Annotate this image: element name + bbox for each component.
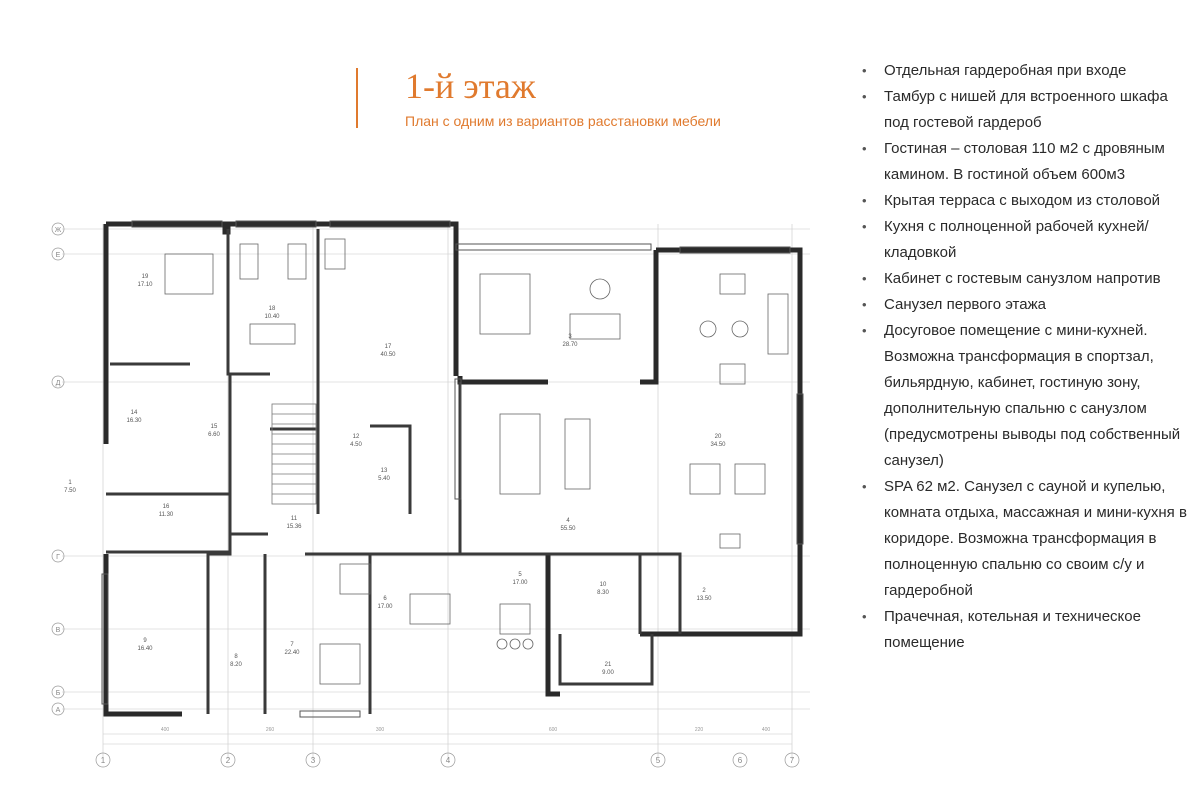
room-2-number: 2	[702, 588, 706, 594]
room-1-area: 7.50	[64, 488, 76, 494]
feature-text: Кабинет с гостевым санузлом напротив	[884, 270, 1161, 287]
axis-row-label: Ж	[54, 227, 62, 234]
axis-row-label: А	[55, 707, 61, 714]
room-13-number: 13	[380, 468, 388, 474]
room-5-number: 5	[518, 572, 522, 578]
feature-text: Санузел первого этажа	[884, 296, 1046, 313]
feature-item	[862, 58, 1192, 84]
feature-item	[862, 136, 1192, 188]
room-15-number: 15	[210, 424, 218, 430]
feature-text: Прачечная, котельная и техническое помещение	[884, 608, 1141, 651]
room-12-area: 4.50	[350, 442, 362, 448]
feature-text: Гостиная – столовая 110 м2 с дровяным камином. В гостиной объем 600м3	[884, 140, 1165, 183]
axis-row-label: Б	[55, 690, 61, 697]
feature-item	[862, 214, 1192, 266]
room-21-area: 9.00	[602, 670, 614, 676]
dimension-label: 220	[694, 727, 704, 733]
axis-column-label: 6	[737, 756, 743, 765]
room-12-number: 12	[352, 434, 360, 440]
axis-column-label: 4	[445, 756, 451, 765]
inner-walls	[106, 229, 680, 714]
room-9-area: 16.40	[137, 646, 153, 652]
room-10-number: 10	[599, 582, 607, 588]
room-10-area: 8.30	[597, 590, 609, 596]
feature-item	[862, 84, 1192, 136]
feature-text: Тамбур с нишей для встроенного шкафа под гостевой гардероб	[884, 88, 1168, 131]
outer-walls	[106, 224, 800, 714]
room-19-area: 17.10	[137, 282, 153, 288]
room-8-number: 8	[234, 654, 238, 660]
room-20-area: 34.50	[710, 442, 726, 448]
feature-item	[862, 318, 1192, 474]
page-title: 1-й этаж	[405, 66, 536, 106]
feature-item	[862, 604, 1192, 656]
room-4-number: 4	[566, 518, 570, 524]
bullet-icon: •	[862, 89, 867, 104]
room-17-number: 17	[384, 344, 392, 350]
room-15-area: 6.60	[208, 432, 220, 438]
bullet-icon: •	[862, 609, 867, 624]
sofa-2	[565, 419, 590, 489]
feature-list	[862, 58, 1192, 656]
bullet-icon: •	[862, 63, 867, 78]
table	[320, 644, 360, 684]
bullet-icon: •	[862, 297, 867, 312]
bullet-icon: •	[862, 141, 867, 156]
room-7-area: 22.40	[284, 650, 300, 656]
axis-column-label: 2	[225, 756, 231, 765]
room-3-area: 28.70	[562, 342, 578, 348]
room-5-area: 17.00	[512, 580, 528, 586]
page-subtitle: План с одним из вариантов расстановки мебели	[405, 113, 721, 129]
room-16-area: 11.30	[158, 512, 174, 518]
room-labels	[64, 274, 726, 676]
bullet-icon: •	[862, 323, 867, 338]
room-16-number: 16	[162, 504, 170, 510]
feature-text: Крытая терраса с выходом из столовой	[884, 192, 1161, 209]
dimension-label: 300	[375, 727, 385, 733]
furniture	[162, 239, 788, 684]
dimension-label: 400	[761, 727, 771, 733]
room-11-number: 11	[290, 516, 298, 522]
axis-row-label: Г	[56, 554, 60, 561]
axis-column-label: 3	[310, 756, 316, 765]
row-axis-labels	[55, 227, 62, 714]
floor-plan	[40, 214, 810, 774]
dimension-labels	[161, 727, 771, 733]
room-17-area: 40.50	[380, 352, 396, 358]
title-accent-bar	[356, 68, 358, 128]
room-3-number: 3	[568, 334, 572, 340]
dimension-label: 400	[160, 727, 170, 733]
feature-text: SPA 62 м2. Санузел с сауной и купелью, комната отдыха, массажная и мини-кухня в коридоре. Возможна трансформация в полноценную спальню со своим с/у и гардеробной	[884, 478, 1187, 599]
bullet-icon: •	[862, 271, 867, 286]
axis-column-label: 7	[789, 756, 795, 765]
axis-row-label: Д	[55, 380, 61, 387]
row-axis-markers	[52, 223, 64, 715]
room-19-number: 19	[141, 274, 149, 280]
bullet-icon: •	[862, 219, 867, 234]
room-18-number: 18	[268, 306, 276, 312]
room-13-area: 5.40	[378, 476, 390, 482]
room-6-area: 17.00	[377, 604, 393, 610]
dimension-label: 260	[265, 727, 275, 733]
axis-column-label: 1	[100, 756, 106, 765]
feature-item	[862, 266, 1192, 292]
dining-table	[480, 274, 530, 334]
room-8-area: 8.20	[230, 662, 242, 668]
bullet-icon: •	[862, 479, 867, 494]
room-7-number: 7	[290, 642, 294, 648]
feature-text: Досуговое помещение с мини-кухней. Возможна трансформация в спортзал, бильярдную, кабинет, гостиную зону, дополнительную спальню с санузлом (предусмотрены выводы под собственный санузел)	[884, 322, 1181, 469]
staircase	[272, 404, 316, 504]
sofa	[570, 314, 620, 339]
grid-lines	[62, 224, 810, 759]
axis-column-label: 5	[655, 756, 661, 765]
bathtub	[250, 324, 295, 344]
feature-item	[862, 188, 1192, 214]
feature-text: Отдельная гардеробная при входе	[884, 62, 1127, 79]
axis-row-label: Е	[55, 252, 61, 259]
dining-table-2	[500, 414, 540, 494]
axis-row-label: В	[55, 627, 61, 634]
room-6-number: 6	[383, 596, 387, 602]
room-9-number: 9	[143, 638, 147, 644]
dimension-label: 600	[548, 727, 558, 733]
bullet-icon: •	[862, 193, 867, 208]
room-14-area: 16.30	[126, 418, 142, 424]
room-11-area: 15.36	[286, 524, 302, 530]
room-2-area: 13.50	[696, 596, 712, 602]
room-20-number: 20	[714, 434, 722, 440]
feature-item	[862, 474, 1192, 604]
feature-item	[862, 292, 1192, 318]
room-14-number: 14	[130, 410, 138, 416]
room-21-number: 21	[604, 662, 612, 668]
column-axis-labels	[101, 756, 795, 765]
room-4-area: 55.50	[560, 526, 576, 532]
feature-text: Кухня с полноценной рабочей кухней/кладовкой	[884, 218, 1149, 261]
room-1-number: 1	[68, 480, 72, 486]
bed	[165, 254, 213, 294]
room-18-area: 10.40	[264, 314, 280, 320]
